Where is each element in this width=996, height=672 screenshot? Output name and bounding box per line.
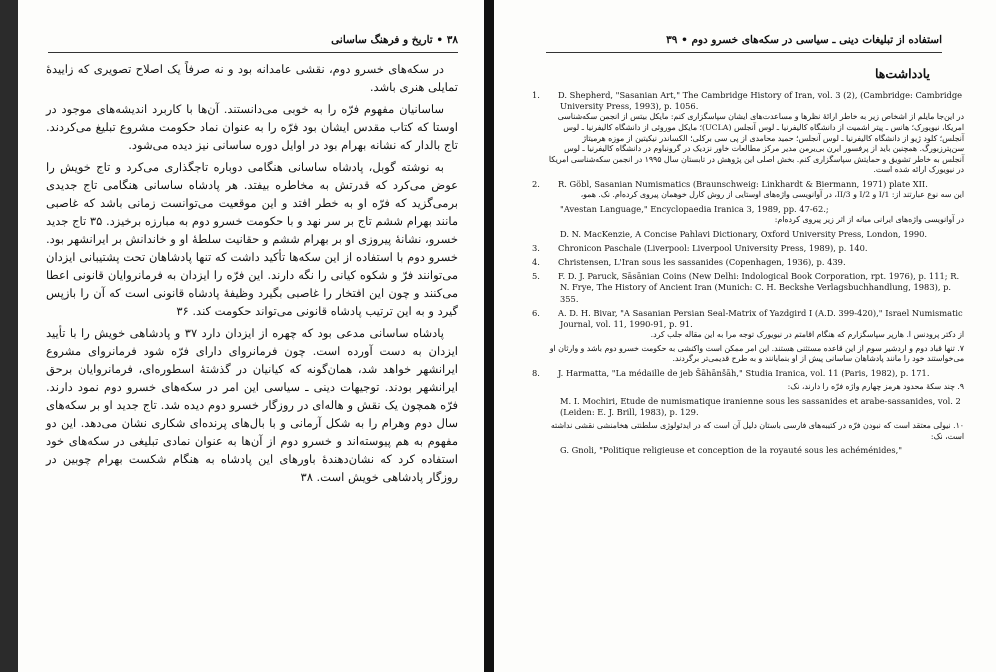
footnote-persian-text: در این‌جا مایلم از اشخاص زیر به خاطر ارائهٔ نظرها و مساعدت‌های ایشان سپاسگزاری کنم: مایکل بیتس از انجمن سکه‌شناسی امریکا، نیویورک؛ هانس ـ پیتر اشمیت از دانشگاه کالیفرنیا ـ لوس آنجلس (UCLA)؛ مایکل موروئی از دانشگاه کالیفرنیا ـ لوس آنجلس؛ کلود ژیو از دانشگاه کالیفرنیا ـ لوس آنجلس؛ حمید محامدی از پی سی برکلی؛ الکساندر نیکیتین از موزه هرمیتاژ سن‌پترزبورگ. همچنین باید از پرفسور ایرن بی‌یرمن مدیر مرکز مطالعات خاور نزدیک در گرونباوم در دانشگاه کالیفرنیا ـ لوس آنجلس به خاطر تشویق و حمایتش سپاسگزاری کنم. بخش اصلی این پژوهش در تابستان سال ۱۹۹۵ در انجمن سکه‌شناسی امریکا در نیویورک ارائه شده است. xyxy=(548,112,964,175)
footnote-citation-text: M. I. Mochiri, Etude de numismatique iranienne sous les sassanides et arabe-sassanides, vol. 2 (Leiden: E. J. Brill, 1983), p. 129. xyxy=(560,395,961,417)
footnote-citation xyxy=(532,256,964,268)
footnote-persian-text: از دکتر پرودنس ا. هارپر سپاسگزارم که هنگام اقامتم در نیویورک توجه مرا به این مقاله جلب کرد. xyxy=(650,330,964,340)
footnote-number: 4. xyxy=(532,256,540,267)
footnote-citation-text: Christensen, L'Iran sous les sassanides (Copenhagen, 1936), p. 439. xyxy=(558,256,846,267)
footnote xyxy=(546,421,964,442)
footnote-citation xyxy=(546,445,964,456)
footnote-persian-text: ۹. چند سکهٔ محدود هرمز چهارم واژه فرّه را دارند، نک: xyxy=(787,382,964,392)
footnote-citation xyxy=(546,204,964,215)
footnote-number: 1. xyxy=(532,90,540,100)
footnote-number: 8. xyxy=(532,367,540,378)
footnote-citation xyxy=(532,307,964,330)
footnote-number: 5. xyxy=(532,271,540,282)
footnote-citation-text: D. Shepherd, "Sasanian Art," The Cambridge History of Iran, vol. 3 (2), (Cambridge: Cambridge University Press, 1993), p. 1056. xyxy=(558,90,963,112)
footnote-citation-text: F. D. J. Paruck, Sāsānian Coins (New Delhi: Indological Book Corporation, rpt. 1976), p. 111; R. N. Frye, The History of Ancient Iran (Munich: C. H. Beckshe Verlagsbuchhandlung, 1983), p. 355. xyxy=(558,271,960,304)
footnote xyxy=(532,256,964,268)
notes-title: یادداشت‌ها xyxy=(874,66,930,81)
page-gutter xyxy=(484,0,494,672)
footnote-citation xyxy=(532,367,964,379)
paragraph: در سکه‌های خسرو دوم، نقشی عامدانه بود و نه صرفاً یک اصلاح تصویری که زاییدهٔ تمایلی هنری باشد. xyxy=(46,62,458,94)
footnote xyxy=(546,382,964,393)
footnote xyxy=(546,445,964,456)
footnote-persian-text: این سه نوع عبارتند از: I/1 و I/2 و II/3، در آوانویسی واژه‌های اوستایی از روش کارل خوهمان پیروی کرده‌ام. نک. همو، xyxy=(580,190,964,200)
footnote xyxy=(532,307,964,341)
footnote-persian-text: ۷. تنها قباد دوم و اردشیر سوم از این قاعده مستثنی هستند. این امر ممکن است واکنشی به حکومت خسرو دوم باشد و وارثان او می‌خواستند خود را مانند پادشاهان ساسانی پیش از او بنمایانند و به طرح قدیمی‌تر برگردند. xyxy=(549,343,964,364)
footnote xyxy=(532,242,964,254)
footnote-number: 6. xyxy=(532,307,540,318)
left-body-text xyxy=(46,60,458,490)
left-page-header: ۳۸ • تاریخ و فرهنگ ساسانی xyxy=(331,34,458,46)
footnote-number: 2. xyxy=(532,178,540,189)
footnote xyxy=(546,229,964,240)
right-page xyxy=(494,0,996,672)
footnote xyxy=(546,344,964,365)
footnote-citation xyxy=(532,271,964,305)
footnote-citation xyxy=(546,396,964,418)
left-header-rule xyxy=(48,52,458,53)
right-page-header: استفاده از تبلیغات دینی ـ سیاسی در سکه‌های خسرو دوم • ۳۹ xyxy=(666,34,942,46)
footnote xyxy=(546,204,964,226)
footnote-citation xyxy=(532,178,964,190)
footnote xyxy=(532,271,964,305)
footnote-number: 3. xyxy=(532,242,540,253)
footnote xyxy=(532,90,964,176)
footnote-citation xyxy=(532,90,964,112)
footnote xyxy=(532,367,964,379)
footnote-citation-text: "Avestan Language," Encyclopaedia Iranica 3, 1989, pp. 47-62.; xyxy=(560,203,829,214)
footnote-persian-text: ۱۰. نیولی معتقد است که نبودن فرّه در کتیبه‌های فارسی باستان دلیل آن است که در ایدئولوژی سلطنتی هخامنشی نقشی نداشته است، نک: xyxy=(550,421,964,441)
footnote xyxy=(546,396,964,418)
footnote-citation-text: R. Göbl, Sasanian Numismatics (Braunschweig: Linkhardt & Biermann, 1971) plate XII. xyxy=(558,178,928,189)
footnote-citation-text: D. N. MacKenzie, A Concise Pahlavi Dictionary, Oxford University Press, London, 1990. xyxy=(560,228,928,239)
paragraph: ساسانیان مفهوم فرّه را به خوبی می‌دانستند. آن‌ها با کاربرد اندیشه‌های موجود در اوستا که کتاب مقدس ایشان بود فرّه را به عنوان نماد حکومت مشروع تبلیغ می‌کردند. تاج بالدار که نشانه بهرام بود در اوایل دوره ساسانی نیز دیده می‌شود. xyxy=(46,102,458,152)
footnote-citation-text: G. Gnoli, "Politique religieuse et conception de la royauté sous les achéménides," xyxy=(560,445,903,456)
right-header-rule xyxy=(546,52,942,53)
footnote-persian-text: در آوانویسی واژه‌های ایرانی میانه از اثر زیر پیروی کرده‌ام: xyxy=(774,214,964,224)
paragraph: پادشاه ساسانی مدعی بود که چهره از ایزدان دارد ۳۷ و پادشاهی خویش را با تأیید ایزدان به دست آورده است. چون فرمانروای دارای فرّه شود فرمانروای مشروع ایرانشهر خواهد شد، همان‌گونه که کیانیان در گذشتهٔ اسطوره‌ای، فرمانروایان برحق ایرانشهر بودند. توجیهات دینی ـ سیاسی این امر در سکه‌های خسرو دوم نمود دارند. فرّه همچون یک نقش و هاله‌ای در روزگار خسرو دوم دیده شد. تاج جدید او بر سکه‌های سال دوم وهرام را به شکل آرمانی و با بال‌های پرنده‌ای شکاری نشان می‌دهد. این دو مفهوم به هم پیوسته‌اند و خسرو دوم از آن‌ها به عنوان نمادی تبلیغی در سکه‌های خود استفاده کرد که نشان‌دهندهٔ باورهای این پادشاه به هنگام شکست بهرام چوبین در روزگار پادشاهی خویش است. ۳۸ xyxy=(46,326,458,484)
footnote-citation-text: Chronicon Paschale (Liverpool: Liverpool University Press, 1989), p. 140. xyxy=(558,242,868,253)
footnote-citation-text: J. Harmatta, "La médaille de jeb Šāhānšāh," Studia Iranica, vol. 11 (Paris, 1982), p. 171. xyxy=(558,367,930,378)
footnote-citation xyxy=(532,242,964,254)
footnote-citation-text: A. D. H. Bivar, "A Sasanian Persian Seal-Matrix of Yazdgird I (A.D. 399-420)," Israel Numismatic Journal, vol. 11, 1990-91, p. 91. xyxy=(558,307,963,329)
notes-list xyxy=(532,90,964,460)
left-page xyxy=(18,0,484,672)
footnote xyxy=(532,178,964,201)
paragraph: به نوشته گوبل، پادشاه ساسانی هنگامی دوباره تاجگذاری می‌کرد و تاج خویش را عوض می‌کرد که قدرتش به مخاطره بیفتد. هر پادشاه ساسانی هنگامی تاج جدیدی برمی‌گزید که فرّه او به خطر افتد و این موقعیت می‌توانست زمانی باشد که غاصبی مانند بهرام ششم تاج بر سر نهد و با حکومت خسرو دوم به مبارزه برخیزد. ۳۵ تاج جدید خسرو، نشانهٔ پیروزی او بر بهرام ششم و حقانیت سلطهٔ او و خاندانش بر ایرانشهر بود. خسرو دوم با استفاده از این سکه‌ها تأکید داشت که تنها پادشاهان تحت پشتیبانی ایزدان می‌توانند فرّ و شکوه کیانی را نگه دارند. این فرّه را ایزدان به فرمانروایان قانونی اعطا می‌کنند و چون این افتخار را غاصبی بگیرد وظیفهٔ پادشاه قانونی است که آن را بازپس گیرد و به این ترتیب پادشاه قانونی می‌تواند حکومت کند. ۳۶ xyxy=(46,160,458,318)
footnote-citation xyxy=(546,229,964,240)
